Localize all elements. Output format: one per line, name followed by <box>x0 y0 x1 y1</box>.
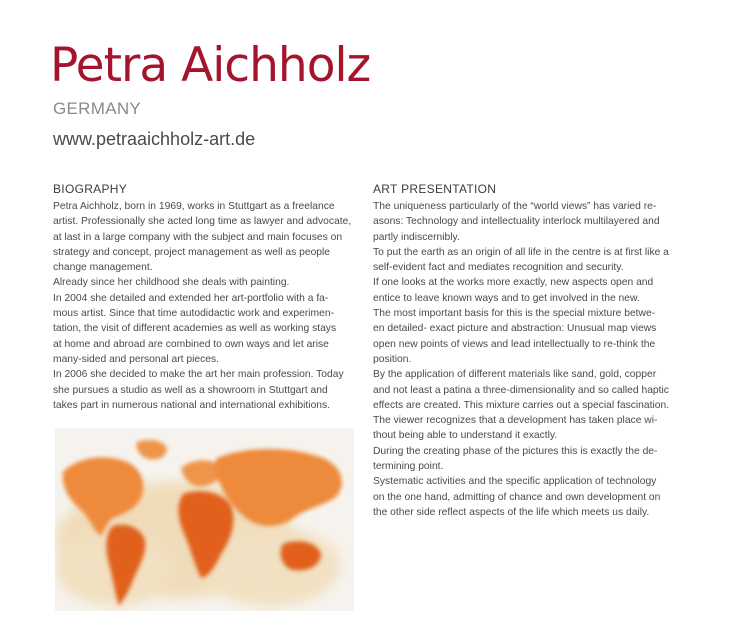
art-presentation-line: partly indiscernibly. <box>373 231 460 243</box>
art-presentation-line: The viewer recognizes that a development has taken place wi- <box>373 415 658 427</box>
biography-line: strategy and concept, project management as well as people <box>53 246 331 258</box>
art-presentation-line: The uniqueness particularly of the “world views” has varied re- <box>373 201 657 212</box>
art-presentation-line: By the application of different materials like sand, gold, copper <box>373 369 657 381</box>
biography-line: takes part in numerous national and international exhibitions. <box>53 399 331 411</box>
art-presentation-line: The most important basis for this is the special mixture betwe- <box>373 308 656 320</box>
biography-line: at last in a large company with the subject and main focuses on <box>53 231 343 243</box>
biography-line: In 2004 she detailed and extended her art-portfolio with a fa- <box>53 292 329 304</box>
art-presentation-line: open new points of views and lead intellectually to re-think the <box>373 338 656 350</box>
biography-line: artist. Professionally she acted long time as lawyer and advocate, <box>53 216 352 228</box>
art-presentation-line: To put the earth as an origin of all life in the centre is at first like a <box>373 246 669 258</box>
art-presentation-line: position. <box>373 353 412 365</box>
art-presentation-line: If one looks at the works more exactly, new aspects open and <box>373 277 654 289</box>
world-view-artwork <box>55 428 354 611</box>
artist-country: GERMANY <box>53 99 142 118</box>
art-presentation-heading: ART PRESENTATION <box>373 182 497 196</box>
art-presentation-line: Systematic activities and the specific application of technology <box>373 476 657 488</box>
art-presentation-line: thout being able to understand it exactly. <box>373 430 558 442</box>
biography-text <box>53 199 358 413</box>
biography-heading: BIOGRAPHY <box>53 182 128 196</box>
art-presentation-line: self-evident fact and mediates recognition and security. <box>373 262 624 274</box>
art-presentation-line: en detailed- exact picture and abstraction: Unusual map views <box>373 323 657 335</box>
art-presentation-line: on the one hand, admitting of chance and own development on <box>373 491 661 503</box>
world-map-painting <box>55 428 354 611</box>
art-presentation-line: termining point. <box>373 461 444 473</box>
biography-line: mous artist. Since that time autodidactic work and experimen- <box>53 308 335 320</box>
artist-name: Petra Aichholz <box>50 38 371 93</box>
art-presentation-line: effects are created. This mixture carries out a special fascination. <box>373 399 670 411</box>
biography-line: Already since her childhood she deals with painting. <box>53 277 290 289</box>
art-presentation-line: the other side reflect aspects of the life which meets us daily. <box>373 506 650 518</box>
biography-line: tation, the visit of different academies as well as working stays <box>53 323 337 335</box>
biography-line: many-sided and personal art pieces. <box>53 353 219 365</box>
biography-line: at home and abroad are combined to own ways and let arise <box>53 338 329 350</box>
art-presentation-line: entice to leave known ways and to get involved in the new. <box>373 292 640 304</box>
biography-line: In 2006 she decided to make the art her main profession. Today <box>53 369 344 381</box>
biography-line: change management. <box>53 262 153 274</box>
art-presentation-line: During the creating phase of the pictures this is exactly the de- <box>373 445 658 457</box>
biography-line: she pursues a studio as well as a showroom in Stuttgart and <box>53 384 328 396</box>
biography-line: Petra Aichholz, born in 1969, works in Stuttgart as a freelance <box>53 201 335 212</box>
art-presentation-text <box>373 199 691 520</box>
art-presentation-line: asons: Technology and intellectuality interlock multilayered and <box>373 216 660 228</box>
artist-website-link[interactable]: www.petraaichholz-art.de <box>53 129 256 149</box>
art-presentation-line: and not least a patina a three-dimensionality and so called haptic <box>373 384 669 396</box>
